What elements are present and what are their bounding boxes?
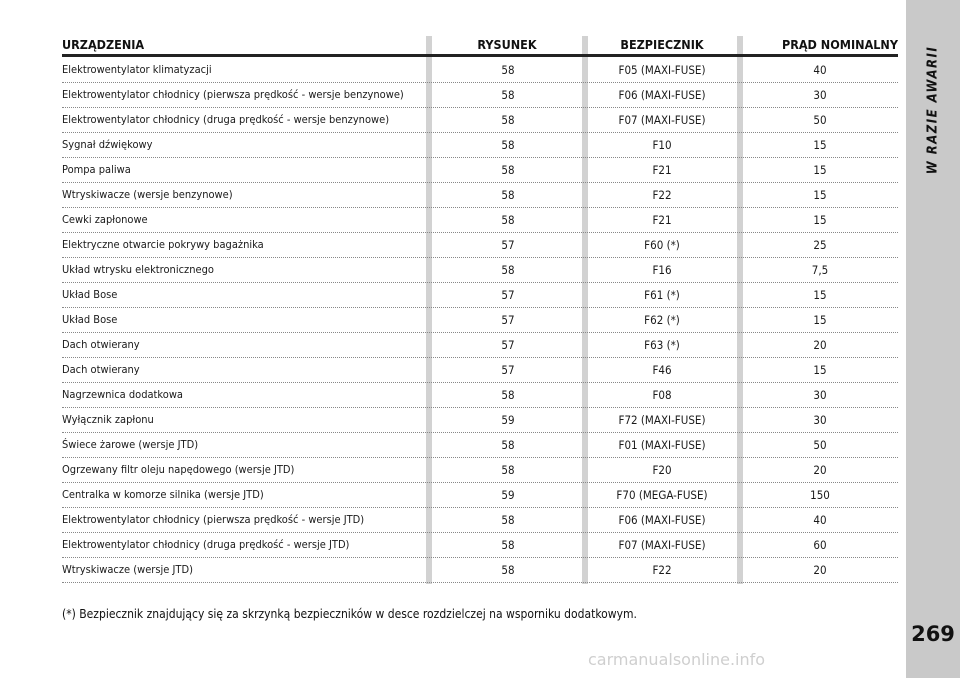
table-row bbox=[62, 283, 898, 308]
device-cell: Elektryczne otwarcie pokrywy bagażnika bbox=[62, 238, 264, 251]
device-cell: Układ Bose bbox=[62, 313, 118, 326]
table-row bbox=[62, 208, 898, 233]
current-cell: 30 bbox=[813, 388, 827, 402]
device-cell: Dach otwierany bbox=[62, 338, 140, 351]
figure-cell: 58 bbox=[501, 538, 515, 552]
device-cell: Dach otwierany bbox=[62, 363, 140, 376]
figure-cell: 58 bbox=[501, 163, 515, 177]
fuse-cell: F63 (*) bbox=[644, 338, 680, 352]
figure-cell: 57 bbox=[501, 288, 515, 302]
fuse-cell: F62 (*) bbox=[644, 313, 680, 327]
device-cell: Układ wtrysku elektronicznego bbox=[62, 263, 214, 276]
fuse-cell: F16 bbox=[652, 263, 672, 277]
fuse-cell: F22 bbox=[652, 563, 672, 577]
current-cell: 60 bbox=[813, 538, 827, 552]
fuse-cell: F08 bbox=[652, 388, 672, 402]
table-row bbox=[62, 408, 898, 433]
table-row bbox=[62, 233, 898, 258]
device-cell: Wtryskiwacze (wersje benzynowe) bbox=[62, 188, 233, 201]
figure-cell: 57 bbox=[501, 313, 515, 327]
table-row bbox=[62, 133, 898, 158]
fuse-cell: F60 (*) bbox=[644, 238, 680, 252]
fuse-cell: F21 bbox=[652, 213, 672, 227]
figure-cell: 58 bbox=[501, 563, 515, 577]
device-cell: Ogrzewany filtr oleju napędowego (wersje JTD) bbox=[62, 463, 295, 476]
device-cell: Nagrzewnica dodatkowa bbox=[62, 388, 183, 401]
fuse-cell: F72 (MAXI-FUSE) bbox=[618, 413, 706, 427]
table-row bbox=[62, 533, 898, 558]
figure-cell: 58 bbox=[501, 88, 515, 102]
fuse-cell: F07 (MAXI-FUSE) bbox=[618, 538, 706, 552]
figure-cell: 58 bbox=[501, 438, 515, 452]
table-row bbox=[62, 358, 898, 383]
fuse-cell: F20 bbox=[652, 463, 672, 477]
device-cell: Cewki zapłonowe bbox=[62, 213, 148, 226]
device-cell: Układ Bose bbox=[62, 288, 118, 301]
device-cell: Elektrowentylator chłodnicy (pierwsza prędkość - wersje benzynowe) bbox=[62, 88, 404, 101]
table-row bbox=[62, 58, 898, 83]
figure-cell: 58 bbox=[501, 113, 515, 127]
table-row bbox=[62, 258, 898, 283]
header-figure: RYSUNEK bbox=[477, 37, 537, 52]
device-cell: Centralka w komorze silnika (wersje JTD) bbox=[62, 488, 264, 501]
figure-cell: 57 bbox=[501, 338, 515, 352]
table-row bbox=[62, 433, 898, 458]
device-cell: Wtryskiwacze (wersje JTD) bbox=[62, 563, 193, 576]
table-row bbox=[62, 83, 898, 108]
current-cell: 15 bbox=[813, 138, 827, 152]
current-cell: 15 bbox=[813, 163, 827, 177]
figure-cell: 57 bbox=[501, 238, 515, 252]
fuse-table-body bbox=[62, 58, 898, 583]
fuse-cell: F22 bbox=[652, 188, 672, 202]
table-row bbox=[62, 483, 898, 508]
fuse-cell: F01 (MAXI-FUSE) bbox=[618, 438, 706, 452]
device-cell: Pompa paliwa bbox=[62, 163, 131, 176]
current-cell: 15 bbox=[813, 313, 827, 327]
device-cell: Elektrowentylator chłodnicy (druga prędkość - wersje benzynowe) bbox=[62, 113, 390, 126]
fuse-cell: F05 (MAXI-FUSE) bbox=[618, 63, 706, 77]
figure-cell: 58 bbox=[501, 188, 515, 202]
watermark: carmanualsonline.info bbox=[588, 650, 766, 669]
current-cell: 15 bbox=[813, 363, 827, 377]
current-cell: 15 bbox=[813, 188, 827, 202]
table-row bbox=[62, 458, 898, 483]
table-row bbox=[62, 183, 898, 208]
fuse-cell: F10 bbox=[652, 138, 672, 152]
page-number: 269 bbox=[911, 622, 955, 646]
current-cell: 40 bbox=[813, 63, 827, 77]
current-cell: 15 bbox=[813, 288, 827, 302]
device-cell: Elektrowentylator chłodnicy (pierwsza prędkość - wersje JTD) bbox=[62, 513, 365, 526]
figure-cell: 59 bbox=[501, 488, 515, 502]
section-title: W RAZIE AWARII bbox=[925, 45, 941, 175]
fuse-cell: F61 (*) bbox=[644, 288, 680, 302]
figure-cell: 58 bbox=[501, 263, 515, 277]
current-cell: 50 bbox=[813, 438, 827, 452]
table-row bbox=[62, 333, 898, 358]
current-cell: 150 bbox=[810, 488, 830, 502]
current-cell: 30 bbox=[813, 413, 827, 427]
current-cell: 20 bbox=[813, 563, 827, 577]
current-cell: 50 bbox=[813, 113, 827, 127]
header-devices: URZĄDZENIA bbox=[62, 37, 145, 52]
figure-cell: 58 bbox=[501, 513, 515, 527]
figure-cell: 58 bbox=[501, 213, 515, 227]
current-cell: 30 bbox=[813, 88, 827, 102]
device-cell: Wyłącznik zapłonu bbox=[62, 413, 154, 426]
current-cell: 20 bbox=[813, 338, 827, 352]
fuse-cell: F46 bbox=[652, 363, 672, 377]
device-cell: Elektrowentylator klimatyzacji bbox=[62, 63, 212, 76]
figure-cell: 58 bbox=[501, 463, 515, 477]
device-cell: Świece żarowe (wersje JTD) bbox=[62, 438, 199, 451]
table-header bbox=[62, 34, 898, 57]
figure-cell: 58 bbox=[501, 138, 515, 152]
fuse-cell: F06 (MAXI-FUSE) bbox=[618, 513, 706, 527]
table-row bbox=[62, 308, 898, 333]
figure-cell: 57 bbox=[501, 363, 515, 377]
table-row bbox=[62, 383, 898, 408]
device-cell: Elektrowentylator chłodnicy (druga prędkość - wersje JTD) bbox=[62, 538, 350, 551]
table-row bbox=[62, 558, 898, 583]
figure-cell: 58 bbox=[501, 63, 515, 77]
fuse-cell: F70 (MEGA-FUSE) bbox=[616, 488, 708, 502]
fuse-cell: F21 bbox=[652, 163, 672, 177]
table-row bbox=[62, 508, 898, 533]
current-cell: 7,5 bbox=[811, 263, 829, 277]
device-cell: Sygnał dźwiękowy bbox=[62, 138, 153, 151]
current-cell: 15 bbox=[813, 213, 827, 227]
footnote: (*) Bezpiecznik znajdujący się za skrzynką bezpieczników w desce rozdzielczej na wsporniku dodatkowym. bbox=[62, 607, 637, 621]
header-rule bbox=[62, 54, 898, 57]
figure-cell: 58 bbox=[501, 388, 515, 402]
current-cell: 25 bbox=[813, 238, 827, 252]
header-fuse: BEZPIECZNIK bbox=[620, 37, 704, 52]
table-row bbox=[62, 108, 898, 133]
fuse-cell: F07 (MAXI-FUSE) bbox=[618, 113, 706, 127]
header-rated-current: PRĄD NOMINALNY bbox=[781, 37, 898, 52]
current-cell: 20 bbox=[813, 463, 827, 477]
current-cell: 40 bbox=[813, 513, 827, 527]
fuse-cell: F06 (MAXI-FUSE) bbox=[618, 88, 706, 102]
table-row bbox=[62, 158, 898, 183]
figure-cell: 59 bbox=[501, 413, 515, 427]
